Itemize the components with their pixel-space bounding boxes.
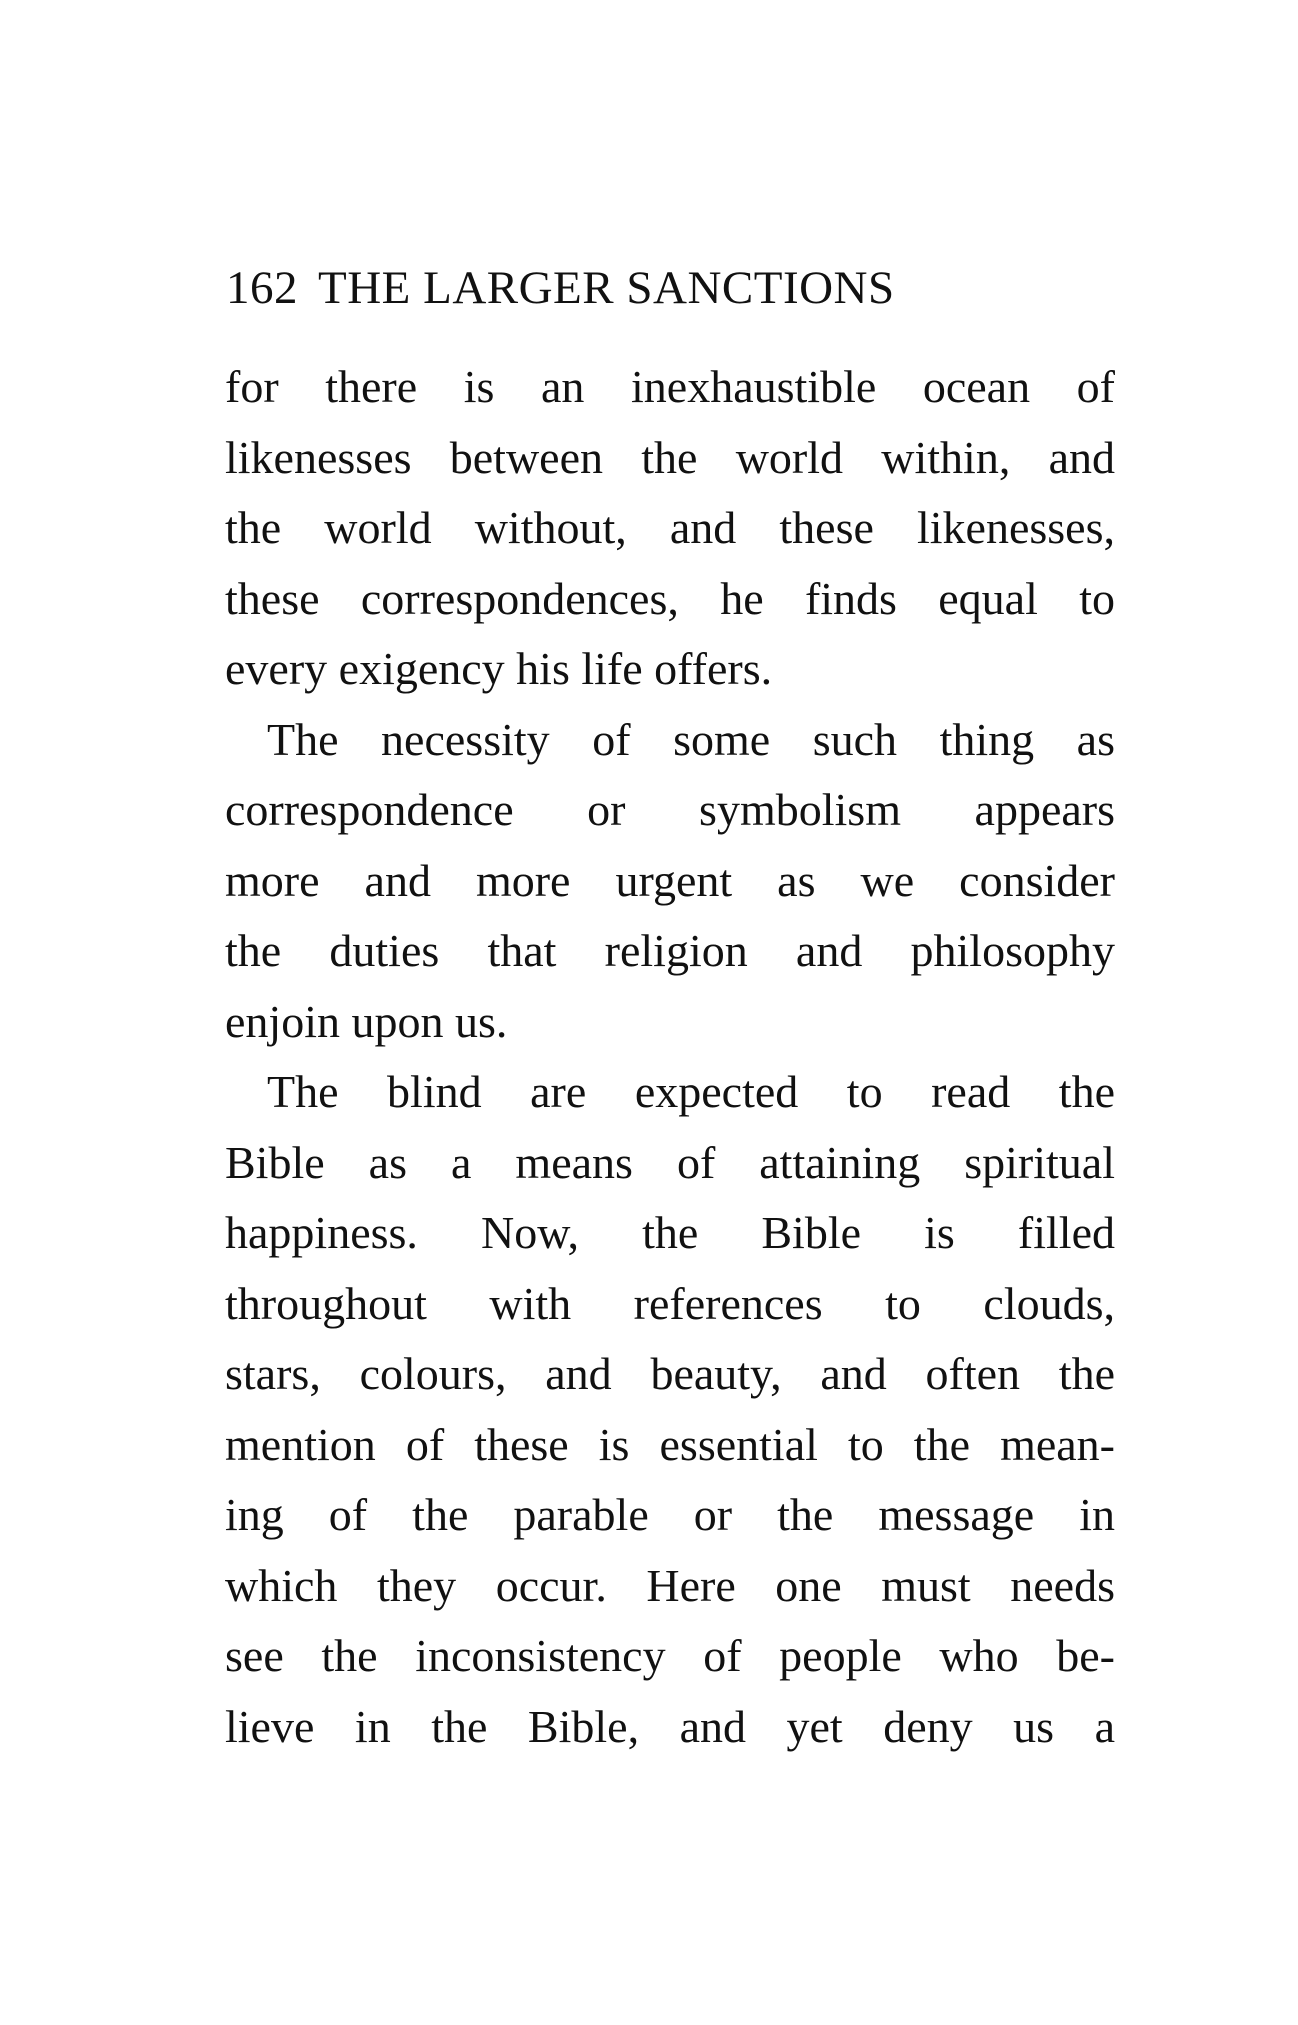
text-line: these correspondences, he finds equal to bbox=[225, 572, 1115, 624]
text-line: the world without, and these likenesses, bbox=[225, 502, 1115, 553]
text-line: throughout with references to clouds, bbox=[225, 1277, 1115, 1329]
text-line: stars, colours, and beauty, and often the bbox=[225, 1348, 1115, 1399]
text-line: Bible as a means of attaining spiritual bbox=[225, 1136, 1115, 1188]
text-line: the duties that religion and philosophy bbox=[225, 925, 1115, 976]
text-line: correspondence or symbolism appears bbox=[225, 784, 1115, 835]
text-line: which they occur. Here one must needs bbox=[225, 1559, 1115, 1611]
body-text bbox=[225, 352, 1115, 1762]
running-title: THE LARGER SANCTIONS bbox=[318, 262, 895, 314]
text-line: see the inconsistency of people who be- bbox=[225, 1630, 1115, 1681]
text-line: ing of the parable or the message in bbox=[225, 1489, 1115, 1540]
text-line: The blind are expected to read the bbox=[267, 1066, 1115, 1117]
page-number: 162 bbox=[226, 262, 298, 314]
text-line: mention of these is essential to the mean- bbox=[225, 1418, 1115, 1470]
text-line: likenesses between the world within, and bbox=[225, 431, 1115, 483]
running-head bbox=[226, 258, 1126, 318]
text-line: The necessity of some such thing as bbox=[267, 713, 1115, 765]
text-line: lieve in the Bible, and yet deny us a bbox=[225, 1700, 1115, 1752]
text-line: every exigency his life offers. bbox=[225, 643, 773, 694]
text-line: more and more urgent as we consider bbox=[225, 854, 1115, 906]
paragraph bbox=[225, 352, 1115, 705]
paragraph bbox=[225, 705, 1115, 1058]
text-line: enjoin upon us. bbox=[225, 995, 508, 1047]
text-line: for there is an inexhaustible ocean of bbox=[225, 361, 1115, 412]
text-line: happiness. Now, the Bible is filled bbox=[225, 1207, 1115, 1258]
paragraph bbox=[225, 1057, 1115, 1762]
